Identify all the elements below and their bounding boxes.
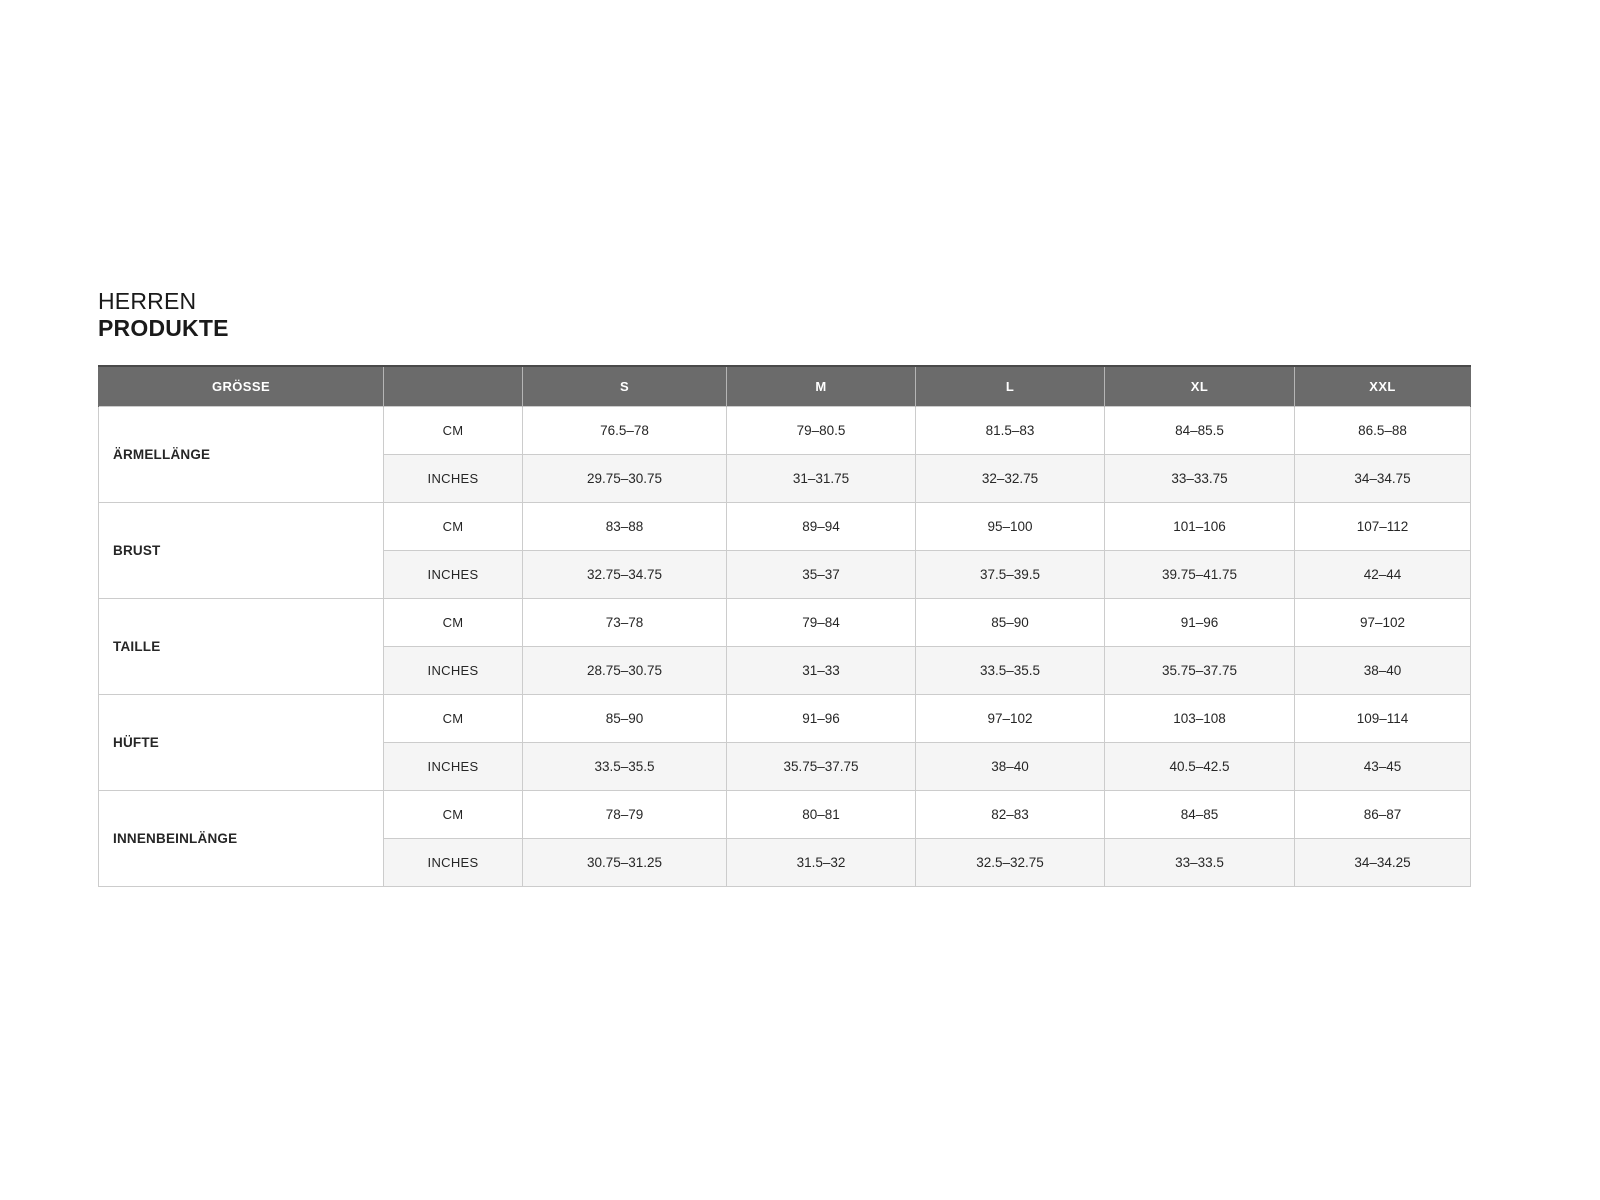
value-cell: 79–80.5: [727, 406, 916, 454]
row-label-brust: BRUST: [99, 502, 384, 598]
value-cell: 83–88: [523, 502, 727, 550]
header-cell-size-m: M: [727, 366, 916, 406]
value-cell: 32.75–34.75: [523, 550, 727, 598]
value-cell: 37.5–39.5: [916, 550, 1105, 598]
unit-cell: INCHES: [384, 838, 523, 886]
value-cell: 109–114: [1295, 694, 1471, 742]
value-cell: 32–32.75: [916, 454, 1105, 502]
value-cell: 97–102: [916, 694, 1105, 742]
value-cell: 86.5–88: [1295, 406, 1471, 454]
value-cell: 89–94: [727, 502, 916, 550]
value-cell: 33–33.75: [1105, 454, 1295, 502]
unit-cell: INCHES: [384, 550, 523, 598]
unit-cell: CM: [384, 694, 523, 742]
value-cell: 33–33.5: [1105, 838, 1295, 886]
value-cell: 35.75–37.75: [727, 742, 916, 790]
unit-cell: INCHES: [384, 646, 523, 694]
header-cell-size-l: L: [916, 366, 1105, 406]
value-cell: 103–108: [1105, 694, 1295, 742]
unit-cell: CM: [384, 406, 523, 454]
value-cell: 101–106: [1105, 502, 1295, 550]
value-cell: 78–79: [523, 790, 727, 838]
unit-cell: CM: [384, 790, 523, 838]
size-chart-table: [98, 365, 1471, 887]
row-label-innenbeinlaenge: INNENBEINLÄNGE: [99, 790, 384, 886]
value-cell: 91–96: [1105, 598, 1295, 646]
table-row-cm: [99, 406, 1471, 454]
value-cell: 85–90: [523, 694, 727, 742]
value-cell: 38–40: [916, 742, 1105, 790]
value-cell: 38–40: [1295, 646, 1471, 694]
value-cell: 79–84: [727, 598, 916, 646]
value-cell: 86–87: [1295, 790, 1471, 838]
header-cell-size-xl: XL: [1105, 366, 1295, 406]
value-cell: 34–34.75: [1295, 454, 1471, 502]
header-cell-size-xxl: XXL: [1295, 366, 1471, 406]
unit-cell: INCHES: [384, 454, 523, 502]
value-cell: 35.75–37.75: [1105, 646, 1295, 694]
value-cell: 80–81: [727, 790, 916, 838]
value-cell: 95–100: [916, 502, 1105, 550]
value-cell: 91–96: [727, 694, 916, 742]
page-title-category: HERREN: [98, 288, 197, 314]
page-title: [98, 288, 229, 342]
value-cell: 82–83: [916, 790, 1105, 838]
value-cell: 97–102: [1295, 598, 1471, 646]
value-cell: 32.5–32.75: [916, 838, 1105, 886]
table-row-cm: [99, 598, 1471, 646]
value-cell: 42–44: [1295, 550, 1471, 598]
header-cell-unit: [384, 366, 523, 406]
row-label-aermellaenge: ÄRMELLÄNGE: [99, 406, 384, 502]
value-cell: 31–33: [727, 646, 916, 694]
value-cell: 39.75–41.75: [1105, 550, 1295, 598]
header-row: [99, 366, 1471, 406]
value-cell: 43–45: [1295, 742, 1471, 790]
value-cell: 34–34.25: [1295, 838, 1471, 886]
row-label-huefte: HÜFTE: [99, 694, 384, 790]
unit-cell: CM: [384, 598, 523, 646]
page-title-main: PRODUKTE: [98, 315, 229, 342]
value-cell: 84–85.5: [1105, 406, 1295, 454]
value-cell: 35–37: [727, 550, 916, 598]
value-cell: 85–90: [916, 598, 1105, 646]
value-cell: 31–31.75: [727, 454, 916, 502]
unit-cell: CM: [384, 502, 523, 550]
table-row-cm: [99, 694, 1471, 742]
value-cell: 28.75–30.75: [523, 646, 727, 694]
row-label-taille: TAILLE: [99, 598, 384, 694]
value-cell: 31.5–32: [727, 838, 916, 886]
table-row-cm: [99, 790, 1471, 838]
table-row-cm: [99, 502, 1471, 550]
value-cell: 29.75–30.75: [523, 454, 727, 502]
header-cell-size-s: S: [523, 366, 727, 406]
value-cell: 40.5–42.5: [1105, 742, 1295, 790]
header-cell-groesse: GRÖSSE: [99, 366, 384, 406]
value-cell: 33.5–35.5: [523, 742, 727, 790]
value-cell: 107–112: [1295, 502, 1471, 550]
value-cell: 30.75–31.25: [523, 838, 727, 886]
value-cell: 33.5–35.5: [916, 646, 1105, 694]
value-cell: 84–85: [1105, 790, 1295, 838]
value-cell: 81.5–83: [916, 406, 1105, 454]
unit-cell: INCHES: [384, 742, 523, 790]
value-cell: 76.5–78: [523, 406, 727, 454]
value-cell: 73–78: [523, 598, 727, 646]
